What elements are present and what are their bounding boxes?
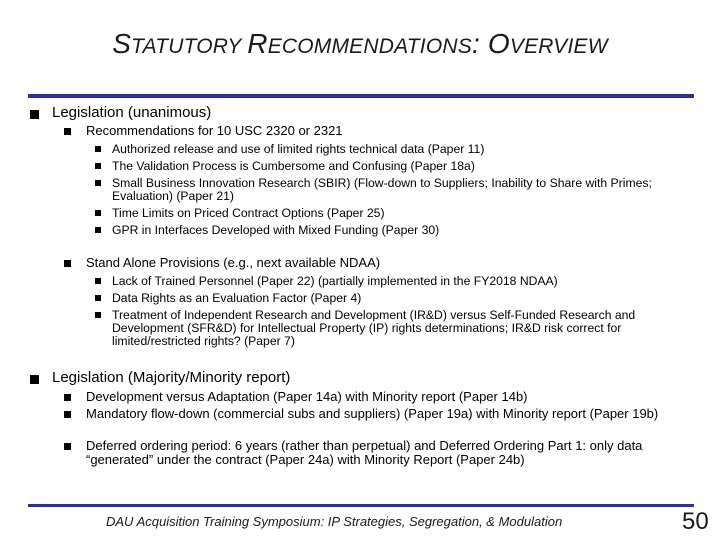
bullet-text: Stand Alone Provisions (e.g., next available NDAA) <box>86 255 381 270</box>
title-part: S <box>112 28 132 59</box>
section-heading <box>52 370 290 386</box>
bullet-text: Development versus Adaptation (Paper 14a) with Minority report (Paper 14b) <box>86 389 528 404</box>
list-item <box>86 439 711 467</box>
square-bullet-icon <box>95 146 101 152</box>
bullet-text: Time Limits on Priced Contract Options (Paper 25) <box>112 206 385 220</box>
title-part: VERVIEW <box>509 35 608 58</box>
bullet-text: Lack of Trained Personnel (Paper 22) (partially implemented in the FY2018 NDAA) <box>112 274 558 288</box>
bullet-text: Authorized release and use of limited rights technical data (Paper 11) <box>112 142 485 156</box>
square-bullet-icon <box>95 295 101 301</box>
bullet-text: Legislation (Majority/Minority report) <box>52 369 291 386</box>
square-bullet-icon <box>30 375 39 384</box>
bullet-text: Mandatory flow-down (commercial subs and suppliers) (Paper 19a) with Minority report (Paper 19b) <box>86 406 659 421</box>
list-item <box>112 143 702 156</box>
bullet-text: The Validation Process is Cumbersome and Confusing (Paper 18a) <box>112 159 475 173</box>
square-bullet-icon <box>64 128 71 135</box>
title-part: ECOMMENDATIONS <box>267 35 472 58</box>
bullet-text: Deferred ordering period: 6 years (rather than perpetual) and Deferred Ordering Part 1: only data “generated” under the contract (Paper 24a) with Minority Report (Paper 24b) <box>86 438 643 467</box>
list-item <box>112 309 702 348</box>
bullet-text: Treatment of Independent Research and Development (IR&D) versus Self-Funded Research and Development (SFR&D) for Intellectual Property (IP) rights determinations; IR&D risk correct for limited/restricted rights? (Paper 7) <box>112 308 636 348</box>
footer-divider <box>28 504 694 507</box>
square-bullet-icon <box>30 110 39 119</box>
square-bullet-icon <box>95 210 101 216</box>
title-part: : O <box>471 28 510 59</box>
bullet-text: Recommendations for 10 USC 2320 or 2321 <box>86 123 343 138</box>
list-item <box>112 224 702 237</box>
group-heading <box>86 256 380 270</box>
bullet-text: Legislation (unanimous) <box>52 104 212 121</box>
square-bullet-icon <box>95 227 101 233</box>
list-item <box>112 292 702 305</box>
title-part: R <box>247 28 268 59</box>
square-bullet-icon <box>95 163 101 169</box>
bullet-text: GPR in Interfaces Developed with Mixed Funding (Paper 30) <box>112 223 440 237</box>
section-heading <box>52 105 211 121</box>
square-bullet-icon <box>95 180 101 186</box>
square-bullet-icon <box>64 394 71 401</box>
list-item <box>112 275 702 288</box>
square-bullet-icon <box>95 312 101 318</box>
list-item <box>86 390 711 404</box>
list-item <box>112 207 702 220</box>
square-bullet-icon <box>64 260 71 267</box>
bullet-text: Data Rights as an Evaluation Factor (Paper 4) <box>112 291 362 305</box>
square-bullet-icon <box>95 278 101 284</box>
square-bullet-icon <box>64 443 71 450</box>
page-number: 50 <box>682 508 709 535</box>
group-heading <box>86 124 343 138</box>
list-item <box>112 160 702 173</box>
list-item <box>112 177 702 203</box>
footer-text: DAU Acquisition Training Symposium: IP Strategies, Segregation, & Modulation <box>106 514 563 529</box>
title-part: TATUTORY <box>131 35 248 58</box>
list-item <box>86 407 711 421</box>
square-bullet-icon <box>64 411 71 418</box>
bullet-text: Small Business Innovation Research (SBIR) (Flow-down to Suppliers; Inability to Share with Primes; Evaluation) (Paper 21) <box>112 176 652 203</box>
